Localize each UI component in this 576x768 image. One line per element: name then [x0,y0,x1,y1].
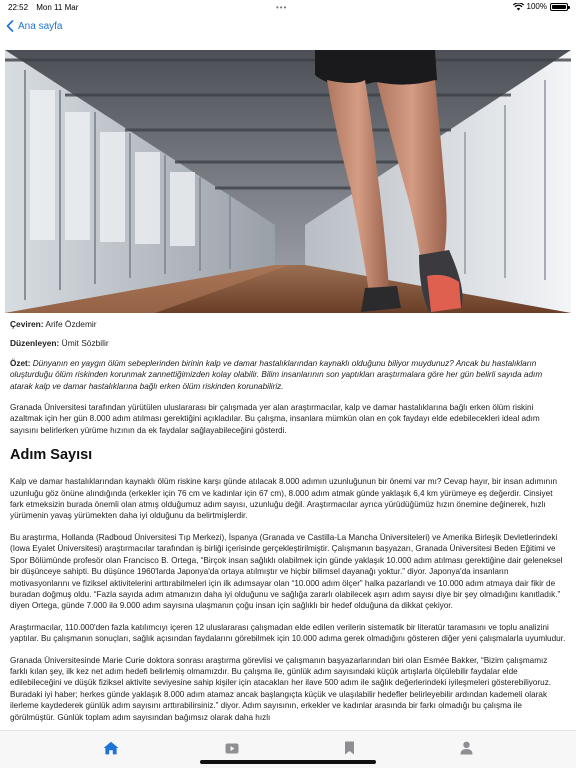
status-date: Mon 11 Mar [36,3,79,12]
tab-videos[interactable] [222,738,242,758]
tab-home[interactable] [101,738,121,758]
status-time-date [8,3,84,12]
home-icon [103,741,119,755]
battery-percentage: 100% [526,2,547,11]
body-paragraph: Araştırmacılar, 110.000'den fazla katılımcıyı içeren 12 uluslararası çalışmadan elde edilen verilerin sistematik bir literatür taramasını ve toplu analizini yaptılar. Bu çalışmanın sonuçları, sağlık açısından faydalarını görebilmek için 10.000 adıma gerek olmadığını gösteren diğer yeni çalışmalarla uyumludur. [10,622,566,644]
intro-paragraph: Granada Üniversitesi tarafından yürütülen uluslararası bir çalışmada yer alan araştırmacılar, kalp ve damar hastalıklarına bağlı erken ölüm riskini azaltmak için her gün 8.000 adım atılması gerektiğini açıkladılar. Bu çalışma, insanlara mümkün olan en çok faydayı elde edebilecekleri ideal adım sayısını belirlerken yürüme hızının da ek faydalar sağlayabileceğini gösterdi. [10,403,540,435]
translator-label: Çeviren: [10,319,44,329]
summary-text: Dünyanın en yaygın ölüm sebeplerinden birinin kalp ve damar hastalıklarından kaynaklı olduğunu biliyor muydunuz? Ancak bu hastalıkların oluşturduğu ölüm riskinden korunmak zannettiğimizden kolay olabilir. Bilim insanlarının son yaptıkları araştırmalara göre her gün belirli sayıda adım atarak kalp ve damar hastalıklarına bağlı erken ölüm riskinden korunabiliriz. [10,358,543,391]
chevron-left-icon [6,20,14,32]
editor-line [10,338,566,349]
back-button[interactable] [6,20,62,32]
editor-label: Düzenleyen: [10,338,60,349]
summary-label: Özet: [10,358,31,368]
translator-line [10,319,566,330]
profile-icon [460,741,473,755]
tab-bookmarks[interactable] [339,738,359,758]
navigation-bar [0,16,576,42]
section-heading: Adım Sayısı [10,447,93,464]
body-paragraph: Granada Üniversitesinde Marie Curie doktora sonrası araştırma görevlisi ve çalışmanın başyazarlarından biri olan Esmée Bakker, “Bizim çalışmamız farklı kılan şey, ilk kez net adım hedefi belirlemiş olmamızdır. Bu çalışma ile, günlük adım sayısındaki küçük artışlarla ölçülebilir faydalar elde edilebileceğini ve düşük fiziksel aktivite seviyesine sahip kişiler için atacakları her ilave 500 adım ile sağlık değerlerindeki iyileşmeleri gösterebiliyoruz. Buradaki iyi haber; herkes günde yaklaşık 8.000 adım atamaz ancak başlangıçta küçük ve ulaşılabilir hedefler belirleyebilir ardından kademeli olarak ilerleme kaydederek günlük adım sayısını arttırabilirsiniz.” diyor. Adım sayısının, erkekler ve kadınlar arasında bir farkı olmadığı bu çalışma ile görülmüştür. Günlük toplam adım sayısından bağımsız olarak daha hızlı [10,655,552,722]
wifi-icon [513,3,524,11]
status-time: 22:52 [8,3,29,12]
body-paragraph: Bu araştırma, Hollanda (Radboud Üniversitesi Tıp Merkezi), İspanya (Granada ve Castilla-La Mancha Üniversiteleri) ve Amerika Birleşik Devletlerindeki (Iowa Eyalet Üniversitesi) araştırmacılar tarafından iş birliği içerisinde gerçekleştirilmiştir. Çalışmanın başyazarı, Granada Üniversitesi Beden Eğitimi ve Spor Bölümünde profesör olan Francisco B. Ortega, “Birçok insan sağlıklı olabilmek için günde yaklaşık 10.000 adım atılması gerektiğine dair geleneksel bir düşünceye sahipti. Bu düşünce 1960'larda Japonya'da ortaya atılmıştır ve hiçbir bilimsel dayanağı yoktur.” diyor. Japonya'da insanların motivasyonlarını ve fiziksel aktivitelerini arttırabilmeleri için ilk adımsayar olan “10.000 adım ölçer” halka pazarlandı ve 10.000 adım atmaya dair fikir de buradan doğmuş oldu. “Fazla sayıda adım atmanızın daha iyi olduğunu ve sağlığa zararlı olabilecek aşırı adım sayısı diye bir şey olmadığını kanıtladık.” diyen Ortega, günde 7.000 ila 9.000 adım sayısına ulaşmanın çoğu insan için sağlıklı bir hedef olduğuna da dikkat çekiyor. [10,532,563,611]
article-summary [10,358,566,392]
status-bar [0,0,576,14]
editor-name: Ümit Sözbilir [59,338,109,349]
translator-name: Arife Özdemir [43,319,97,329]
article-hero-image [5,50,571,313]
body-paragraph: Kalp ve damar hastalıklarından kaynaklı ölüm riskine karşı günde atılacak 8.000 adımın uzunluğunun bir önemi var mı? Cevap hayır, bir insan adımının uzunluğu göz önüne alındığında (erkekler için 76 cm ve kadınlar için 67 cm), 8.000 adım atmak günde yaklaşık 6,4 km yürümeye eş değerdir. Cinsiyet fark etmeksizin burada önemli olan atmış olduğumuz adım sayısı, uzunluğu değil. Araştırmacılar ayrıca yürüdüğümüz hızın önemine değinerek, hızlı yürümenin yavaş yürümekten daha iyi olduğunu da belirtmişlerdir. [10,477,558,521]
video-icon [225,743,239,754]
status-indicators [513,2,568,11]
multitasking-dots[interactable]: ••• [276,3,288,12]
article-body [5,313,571,730]
battery-icon [550,3,568,11]
bookmark-icon [344,741,355,755]
tab-profile[interactable] [456,738,476,758]
home-indicator[interactable] [200,760,376,764]
runner-illustration [5,50,571,313]
back-button-label: Ana sayfa [18,20,63,32]
